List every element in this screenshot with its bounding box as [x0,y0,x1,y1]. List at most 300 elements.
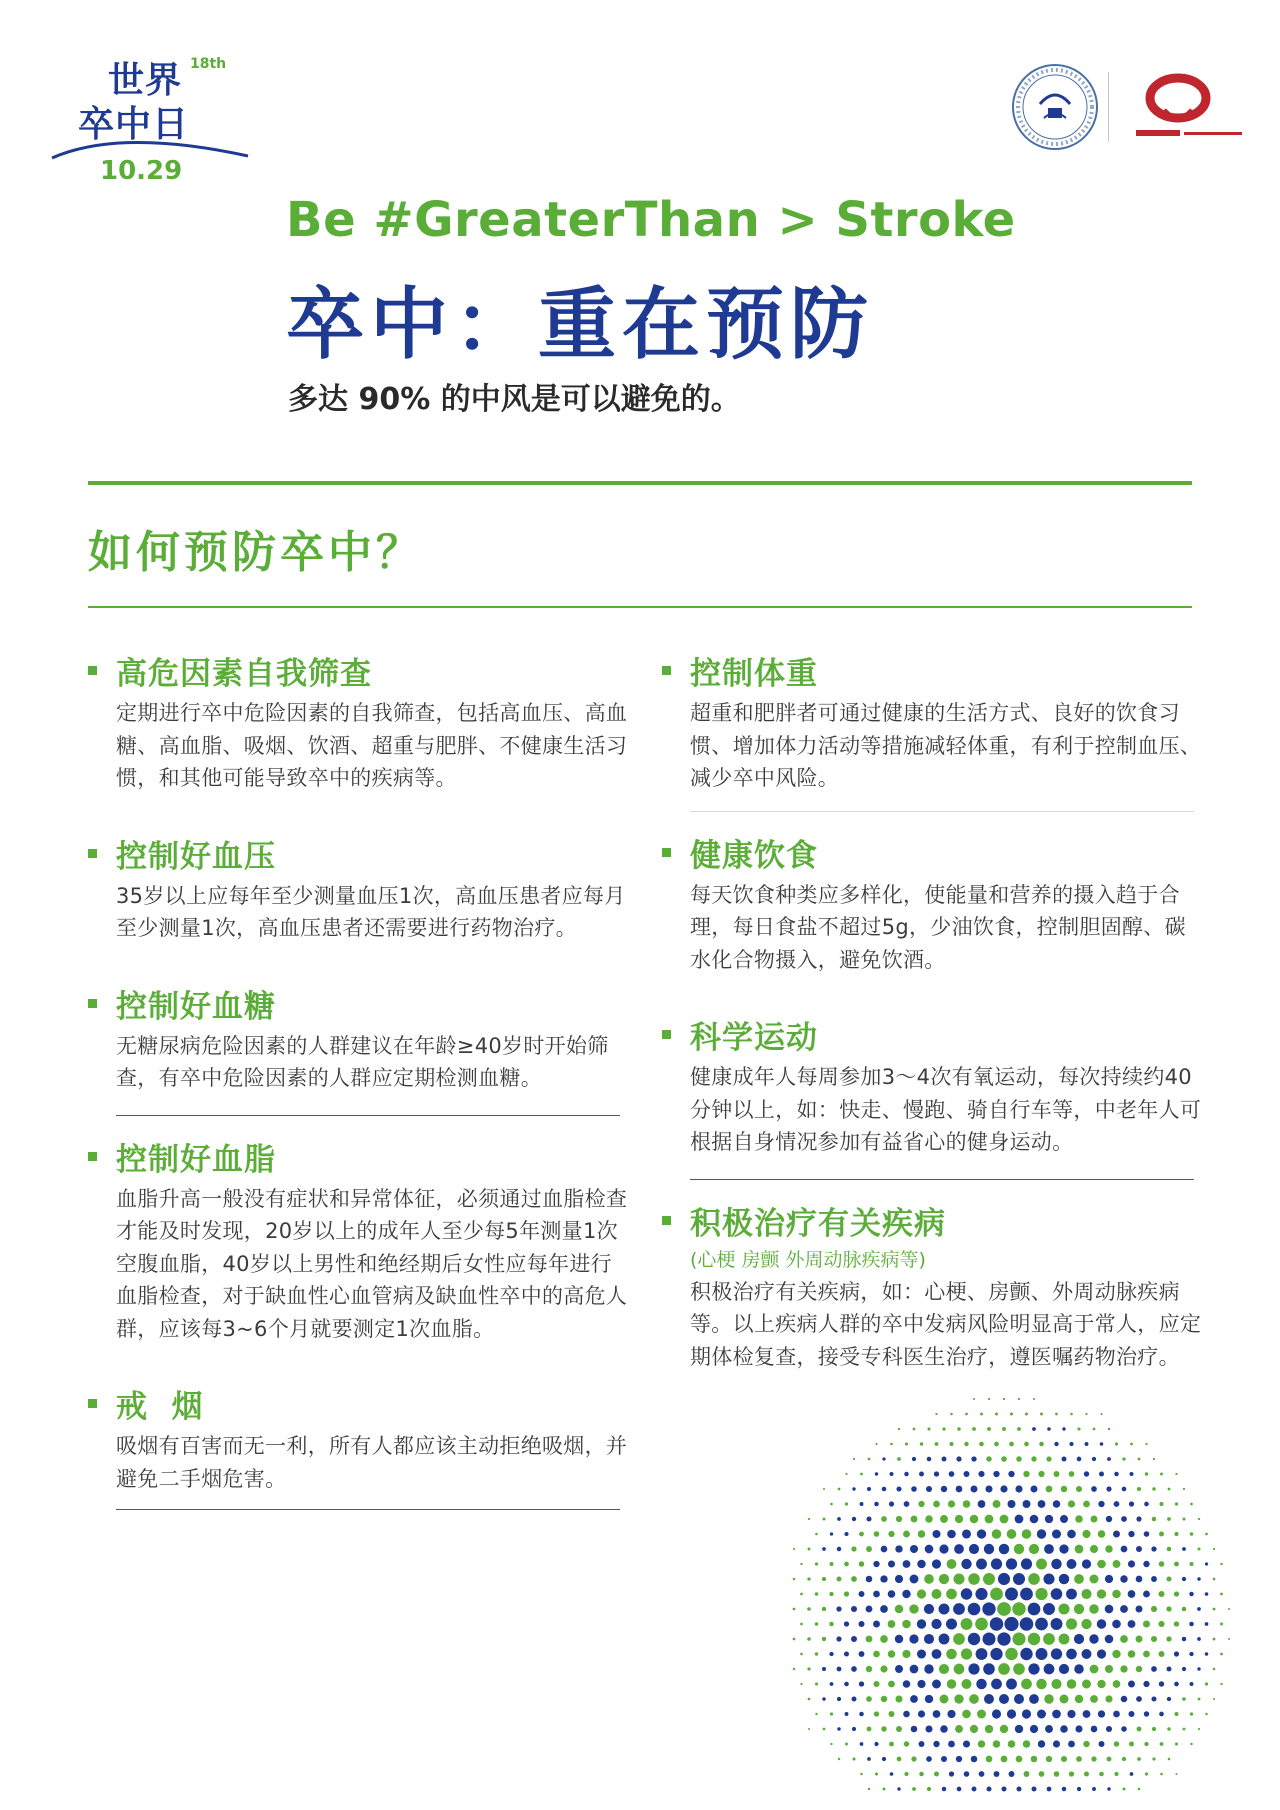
halftone-dot [1006,1679,1017,1690]
halftone-dot [991,1679,1002,1690]
halftone-dot [985,1515,994,1524]
halftone-dot [946,1649,957,1660]
item-divider [116,1509,620,1510]
halftone-dot [1000,1515,1009,1524]
item-body: 每天饮食种类应多样化，使能量和营养的摄入趋于合理，每日食盐不超过5g，少油饮食，控制胆固醇、碳水化合物摄入，避免饮酒。 [690,882,1186,972]
bullet-icon [662,1216,671,1225]
halftone-dot [1113,1711,1120,1718]
halftone-dot [1158,1621,1164,1627]
halftone-dot [822,1637,826,1641]
halftone-dot [1015,1485,1022,1492]
halftone-dot [897,1457,901,1461]
halftone-dot [949,1442,953,1446]
halftone-dot [955,1725,963,1733]
halftone-dot [1144,1531,1150,1537]
halftone-dot [1001,1756,1008,1763]
halftone-dot [941,1756,947,1762]
halftone-dot [1093,1428,1096,1431]
halftone-dot [1143,1620,1150,1627]
halftone-dot [793,1578,796,1581]
halftone-dot [1070,1413,1073,1416]
halftone-dot [954,1694,963,1703]
item-body: 健康成年人每周参加3～4次有氧运动，每次持续约40分钟以上，如：快走、慢跑、骑自行车等，中老年人可根据自身情况参加有益省心的健身运动。 [690,1065,1202,1154]
halftone-dot [1197,1637,1201,1641]
halftone-dot [1097,1589,1106,1598]
halftone-dot [888,1590,896,1598]
bullet-icon [88,1399,97,1408]
halftone-dot [1005,1588,1018,1601]
halftone-dot [1112,1650,1120,1658]
halftone-dot [1228,1608,1230,1610]
halftone-dot [964,1771,970,1777]
halftone-dot [1106,1726,1112,1732]
halftone-dot [962,1710,971,1719]
halftone-dot [1183,1728,1186,1731]
halftone-dot [984,1544,994,1554]
halftone-dot [1213,1668,1216,1671]
halftone-dot [1036,1648,1048,1660]
halftone-dot [1213,1548,1215,1550]
halftone-dot [968,1663,979,1674]
halftone-dot [1004,1617,1018,1631]
halftone-dot [999,1544,1009,1554]
halftone-dot [1061,1756,1067,1762]
halftone-dot [1062,1787,1067,1792]
halftone-dot [983,1573,995,1585]
halftone-dot [911,1756,916,1761]
halftone-dot [866,1666,872,1672]
halftone-dot [1066,1589,1077,1600]
halftone-dot [837,1697,841,1701]
halftone-dot [903,1531,910,1538]
halftone-dot [895,1575,903,1583]
halftone-dot [829,1592,833,1596]
halftone-dot [918,1501,924,1507]
halftone-dot [1074,1604,1084,1614]
halftone-dot [1030,1725,1038,1733]
halftone-dot [934,1772,939,1777]
partner-logos [1010,62,1250,152]
halftone-dot [962,1529,971,1538]
halftone-dot [1091,1726,1098,1733]
halftone-dot [852,1727,856,1731]
halftone-dot [954,1574,965,1585]
halftone-dot [1136,1576,1143,1583]
halftone-dot [1213,1608,1216,1611]
halftone-dot [939,1664,949,1674]
halftone-dot [977,1529,986,1538]
csa-emblem-icon [1010,62,1100,152]
halftone-dot [882,1457,885,1460]
list-item [88,1381,628,1495]
halftone-dot [910,1695,918,1703]
halftone-dot [1198,1518,1200,1520]
halftone-dot [1021,1679,1032,1690]
halftone-dot [1075,1515,1083,1523]
halftone-dot [1182,1517,1185,1520]
halftone-dot [1068,1741,1075,1748]
halftone-dot [925,1515,932,1522]
halftone-dot [852,1757,855,1760]
halftone-dot [992,1709,1001,1718]
halftone-dot [1020,1588,1033,1601]
halftone-dot [808,1698,811,1701]
halftone-dot [939,1574,949,1584]
halftone-dot [976,1559,987,1570]
list-item [662,648,1202,795]
halftone-dot [889,1742,894,1747]
halftone-dot [1061,1486,1067,1492]
halftone-dot [940,1695,949,1704]
halftone-dot [961,1588,972,1599]
halftone-dot [1159,1651,1165,1657]
halftone-dot [972,1787,977,1792]
halftone-dot [837,1577,842,1582]
halftone-dot [1128,1560,1135,1567]
halftone-dot [1047,1427,1051,1431]
halftone-dot [1197,1607,1201,1611]
halftone-dot [947,1710,955,1718]
halftone-dot [1114,1472,1119,1477]
halftone-dot [1091,1516,1098,1523]
halftone-dot [1129,1742,1134,1747]
halftone-dot [904,1772,908,1776]
halftone-dot [895,1665,903,1673]
halftone-dot [988,1398,990,1400]
halftone-dot [994,1771,1000,1777]
halftone-dot [845,1743,848,1746]
halftone-dot [986,1756,993,1763]
halftone-dot [1144,1502,1149,1507]
halftone-dot [979,1771,985,1777]
halftone-dot [1025,1412,1028,1415]
halftone-dot [1053,1740,1060,1747]
halftone-dot [947,1559,957,1569]
halftone-dot [1175,1712,1179,1716]
halftone-dot [995,1412,998,1415]
halftone-dot [815,1622,819,1626]
halftone-dot [896,1486,901,1491]
list-item [662,830,1202,977]
halftone-dot [978,1740,985,1747]
halftone-dot [933,1501,940,1508]
halftone-dot [853,1458,855,1460]
halftone-dot [1190,1532,1193,1535]
halftone-dot [1032,1427,1036,1431]
halftone-dot [1167,1517,1171,1521]
halftone-dot [1006,1558,1017,1569]
halftone-dot [1020,1648,1032,1660]
halftone-dot [948,1741,955,1748]
halftone-dot [917,1619,926,1628]
halftone-dot [1045,1725,1053,1733]
halftone-dot [1174,1621,1179,1626]
halftone-dot [815,1682,818,1685]
halftone-dot [1045,1515,1053,1523]
item-title: 控制好血糖 [116,988,276,1025]
halftone-dot [815,1562,818,1565]
halftone-dot [1205,1592,1209,1596]
halftone-dot [866,1516,871,1521]
halftone-dot [1189,1652,1193,1656]
halftone-dot [939,1634,950,1645]
halftone-dot [912,1457,916,1461]
halftone-dot [1008,1500,1016,1508]
logo-date: 10.29 [100,156,183,186]
halftone-dot [1046,1756,1052,1762]
halftone-dot [975,1618,988,1631]
divider-under-heading [88,606,1192,608]
halftone-dot [927,1787,931,1791]
item-body: 血脂升高一般没有症状和异常体征，必须通过血脂检查才能及时发现，20岁以上的成年人至少每5年测量1次空腹血脂，40岁以上男性和绝经期后女性应每年进行血脂检查，对于缺血性心血管病及缺血性卒中的高危人群，应该每3~6个月就要测定1次血脂。 [116,1186,628,1341]
halftone-dot [1090,1545,1098,1553]
item-body: 无糖尿病危险因素的人群建议在年龄≥40岁时开始筛查，有卒中危险因素的人群应定期检测血糖。 [116,1033,609,1090]
halftone-dot [965,1413,968,1416]
halftone-dot [836,1606,841,1611]
halftone-dot [1205,1533,1208,1536]
halftone-dot [1152,1727,1156,1731]
halftone-dot [836,1636,841,1641]
halftone-dot [845,1473,847,1475]
page-title: 卒中：重在预防 [286,280,875,370]
halftone-dot [978,1471,984,1477]
halftone-dot [1098,1501,1104,1507]
halftone-dot [888,1650,895,1657]
halftone-dot [898,1428,900,1430]
halftone-dot [933,1741,939,1747]
halftone-dot [1008,1471,1014,1477]
halftone-dot [1160,1502,1164,1506]
halftone-dot [1122,1457,1125,1460]
halftone-dot [1067,1530,1076,1539]
halftone-dot [953,1603,965,1615]
list-item [88,831,628,945]
item-title: 高危因素自我筛查 [116,656,372,692]
halftone-dot [993,1500,1001,1508]
halftone-dot [793,1638,796,1641]
halftone-dot [1090,1665,1099,1674]
halftone-dot [1046,1456,1051,1461]
halftone-dot [1012,1602,1025,1615]
halftone-dot [1105,1575,1113,1583]
halftone-dot [1076,1756,1082,1762]
bullet-icon [88,1152,97,1161]
logo-divider [1108,72,1109,142]
halftone-dot [883,1788,886,1791]
halftone-dot [866,1576,873,1583]
halftone-dot [1023,1471,1029,1477]
halftone-dot [1008,1740,1016,1748]
halftone-dot [867,1727,872,1732]
halftone-dot [873,1621,880,1628]
halftone-dot [859,1651,865,1657]
halftone-dot [1220,1653,1223,1656]
halftone-dot [1031,1456,1036,1461]
halftone-dot [1046,1486,1053,1493]
halftone-dot [917,1589,926,1598]
halftone-dot [994,1442,999,1447]
halftone-dot [1220,1623,1223,1626]
halftone-dot [852,1487,855,1490]
halftone-dot [1062,1457,1067,1462]
halftone-dot [980,1413,983,1416]
halftone-dot [940,1725,948,1733]
halftone-dot [873,1681,879,1687]
halftone-dot [1082,1530,1090,1538]
halftone-dot [1159,1681,1164,1686]
halftone-dot [1029,1694,1039,1704]
halftone-dot [926,1486,932,1492]
halftone-dot [1054,1471,1060,1477]
halftone-dot [1082,1649,1092,1659]
halftone-dot [1151,1696,1156,1701]
halftone-dot [1143,1681,1149,1687]
halftone-dot [1121,1516,1127,1522]
halftone-dot [910,1575,919,1584]
halftone-dot [1220,1563,1222,1565]
halftone-dot [1167,1697,1171,1701]
halftone-dot [880,1665,887,1672]
halftone-dot [896,1516,902,1522]
halftone-dot [1060,1515,1068,1523]
halftone-dot [1077,1787,1081,1791]
halftone-dot [1112,1590,1121,1599]
halftone-dot [903,1560,911,1568]
halftone-dot [998,1663,1010,1675]
halftone-dot [1166,1606,1171,1611]
halftone-dot [1138,1458,1141,1461]
halftone-dot [860,1502,864,1506]
halftone-dot [1106,1516,1112,1522]
halftone-dot [844,1562,849,1567]
halftone-dot [942,1787,947,1792]
halftone-dot [1113,1531,1120,1538]
halftone-dot [800,1593,803,1596]
halftone-dot [881,1696,887,1702]
halftone-dot [830,1682,834,1686]
halftone-dot [1136,1606,1143,1613]
halftone-dot [961,1648,972,1659]
halftone-dot [1000,1485,1007,1492]
halftone-dot [1099,1472,1104,1477]
bullet-icon [662,848,671,857]
right-column [662,648,1202,1373]
world-stroke-day-logo [50,52,260,202]
halftone-dot [964,1471,970,1477]
halftone-dot [888,1681,895,1688]
halftone-dot [838,1758,840,1760]
halftone-dot [1114,1772,1118,1776]
halftone-dot [1114,1741,1119,1746]
halftone-dot [823,1518,826,1521]
halftone-dot [1105,1545,1112,1552]
halftone-dot [1053,1500,1061,1508]
halftone-dot [925,1695,933,1703]
halftone-dot [845,1712,849,1716]
halftone-dot [1039,1442,1044,1447]
halftone-dot [1084,1772,1089,1777]
halftone-dot [888,1531,894,1537]
halftone-dot [1028,1633,1040,1645]
halftone-dot [1007,1529,1017,1539]
halftone-dot [1022,1529,1032,1539]
halftone-dot [860,1742,864,1746]
halftone-dot [881,1726,886,1731]
halftone-dot [941,1486,947,1492]
halftone-dot [866,1546,872,1552]
halftone-dot [852,1697,857,1702]
halftone-dot [1043,1633,1055,1645]
halftone-dot [1198,1698,1201,1701]
halftone-dot [1059,1664,1069,1674]
halftone-dot [830,1532,833,1535]
halftone-dot [1143,1591,1150,1598]
halftone-dot [1075,1545,1084,1554]
halftone-dot [1067,1710,1075,1718]
halftone-dot [1152,1487,1155,1490]
section-heading: 如何预防卒中？ [88,527,424,578]
halftone-dot [968,1573,980,1585]
halftone-dot [1174,1532,1178,1536]
halftone-dot [999,1694,1009,1704]
halftone-dot [1051,1618,1063,1630]
halftone-dot [867,1487,871,1491]
halftone-dot [1120,1635,1128,1643]
halftone-dot [919,1772,924,1777]
halftone-dot [873,1591,880,1598]
halftone-dot [1159,1532,1164,1537]
halftone-dot [793,1548,795,1550]
item-title: 控制体重 [690,656,818,692]
halftone-dot [830,1503,833,1506]
halftone-dot [911,1486,917,1492]
halftone-dot [1129,1501,1134,1506]
halftone-dot [998,1573,1010,1585]
halftone-dot [1190,1682,1194,1686]
halftone-dot [1120,1605,1128,1613]
halftone-dot [1107,1787,1110,1790]
halftone-dot [971,1456,976,1461]
halftone-dot [844,1532,848,1536]
halftone-dot [957,1787,962,1792]
halftone-dot [1017,1427,1021,1431]
halftone-dot [1069,1442,1073,1446]
halftone-dot [1098,1530,1106,1538]
halftone-dot [1189,1562,1193,1566]
halftone-dot [1106,1486,1111,1491]
halftone-dot [844,1591,849,1596]
halftone-dot [815,1713,817,1715]
halftone-dot [983,1663,995,1675]
halftone-dot [1128,1620,1136,1628]
halftone-dot [1151,1666,1157,1672]
halftone-dot [950,1413,953,1416]
halftone-dot [1121,1546,1128,1553]
halftone-dot [955,1515,963,1523]
halftone-dot [1205,1622,1209,1626]
halftone-dot [896,1726,902,1732]
halftone-dot [808,1518,810,1520]
halftone-dot [973,1398,975,1400]
halftone-dot [903,1711,910,1718]
halftone-dot [917,1649,926,1658]
halftone-dot [905,1442,908,1445]
halftone-dot [932,1680,941,1689]
halftone-dot [1167,1547,1172,1552]
halftone-dot [1085,1413,1087,1415]
halftone-dot [830,1743,832,1745]
halftone-dot [1174,1591,1179,1596]
